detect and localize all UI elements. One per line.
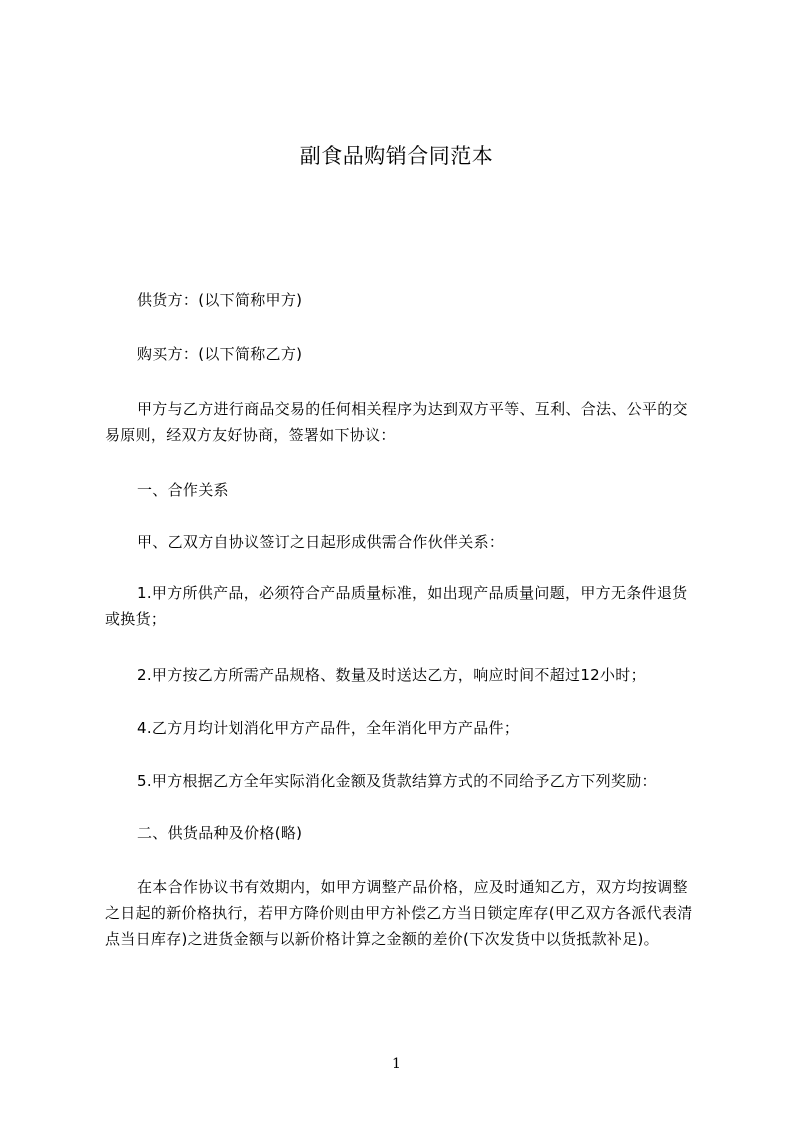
section-1-heading: 一、合作关系 (137, 481, 229, 499)
page-number: 1 (392, 1056, 401, 1072)
supplier-line: 供货方：(以下简称甲方) (137, 291, 303, 309)
section-2-body: 在本合作协议书有效期内，如甲方调整产品价格，应及时通知乙方，双方均按调整之日起的新价格执行，若甲方降价则由甲方补偿乙方当日锁定库存(甲乙双方各派代表清点当日库存)之进货金额与以新价格计算之金额的差价(下次发货中以货抵款补足)。 (105, 878, 693, 948)
intro-paragraph: 甲方与乙方进行商品交易的任何相关程序为达到双方平等、互利、合法、公平的交易原则，经双方友好协商，签署如下协议： (105, 400, 688, 444)
clause-item-5: 5.甲方根据乙方全年实际消化金额及货款结算方式的不同给予乙方下列奖励： (137, 772, 657, 790)
buyer-line: 购买方：(以下简称乙方) (137, 345, 303, 363)
clause-item-4: 4.乙方月均计划消化甲方产品件，全年消化甲方产品件； (137, 719, 520, 737)
section-1-lead: 甲、乙双方自协议签订之日起形成供需合作伙伴关系： (137, 533, 505, 551)
section-2-heading: 二、供货品种及价格(略) (137, 824, 303, 842)
clause-item-1: 1.甲方所供产品，必须符合产品质量标准，如出现产品质量问题，甲方无条件退货或换货； (105, 584, 688, 628)
clause-item-2: 2.甲方按乙方所需产品规格、数量及时送达乙方，响应时间不超过12小时； (137, 666, 646, 684)
document-title: 副食品购销合同范本 (299, 144, 494, 168)
